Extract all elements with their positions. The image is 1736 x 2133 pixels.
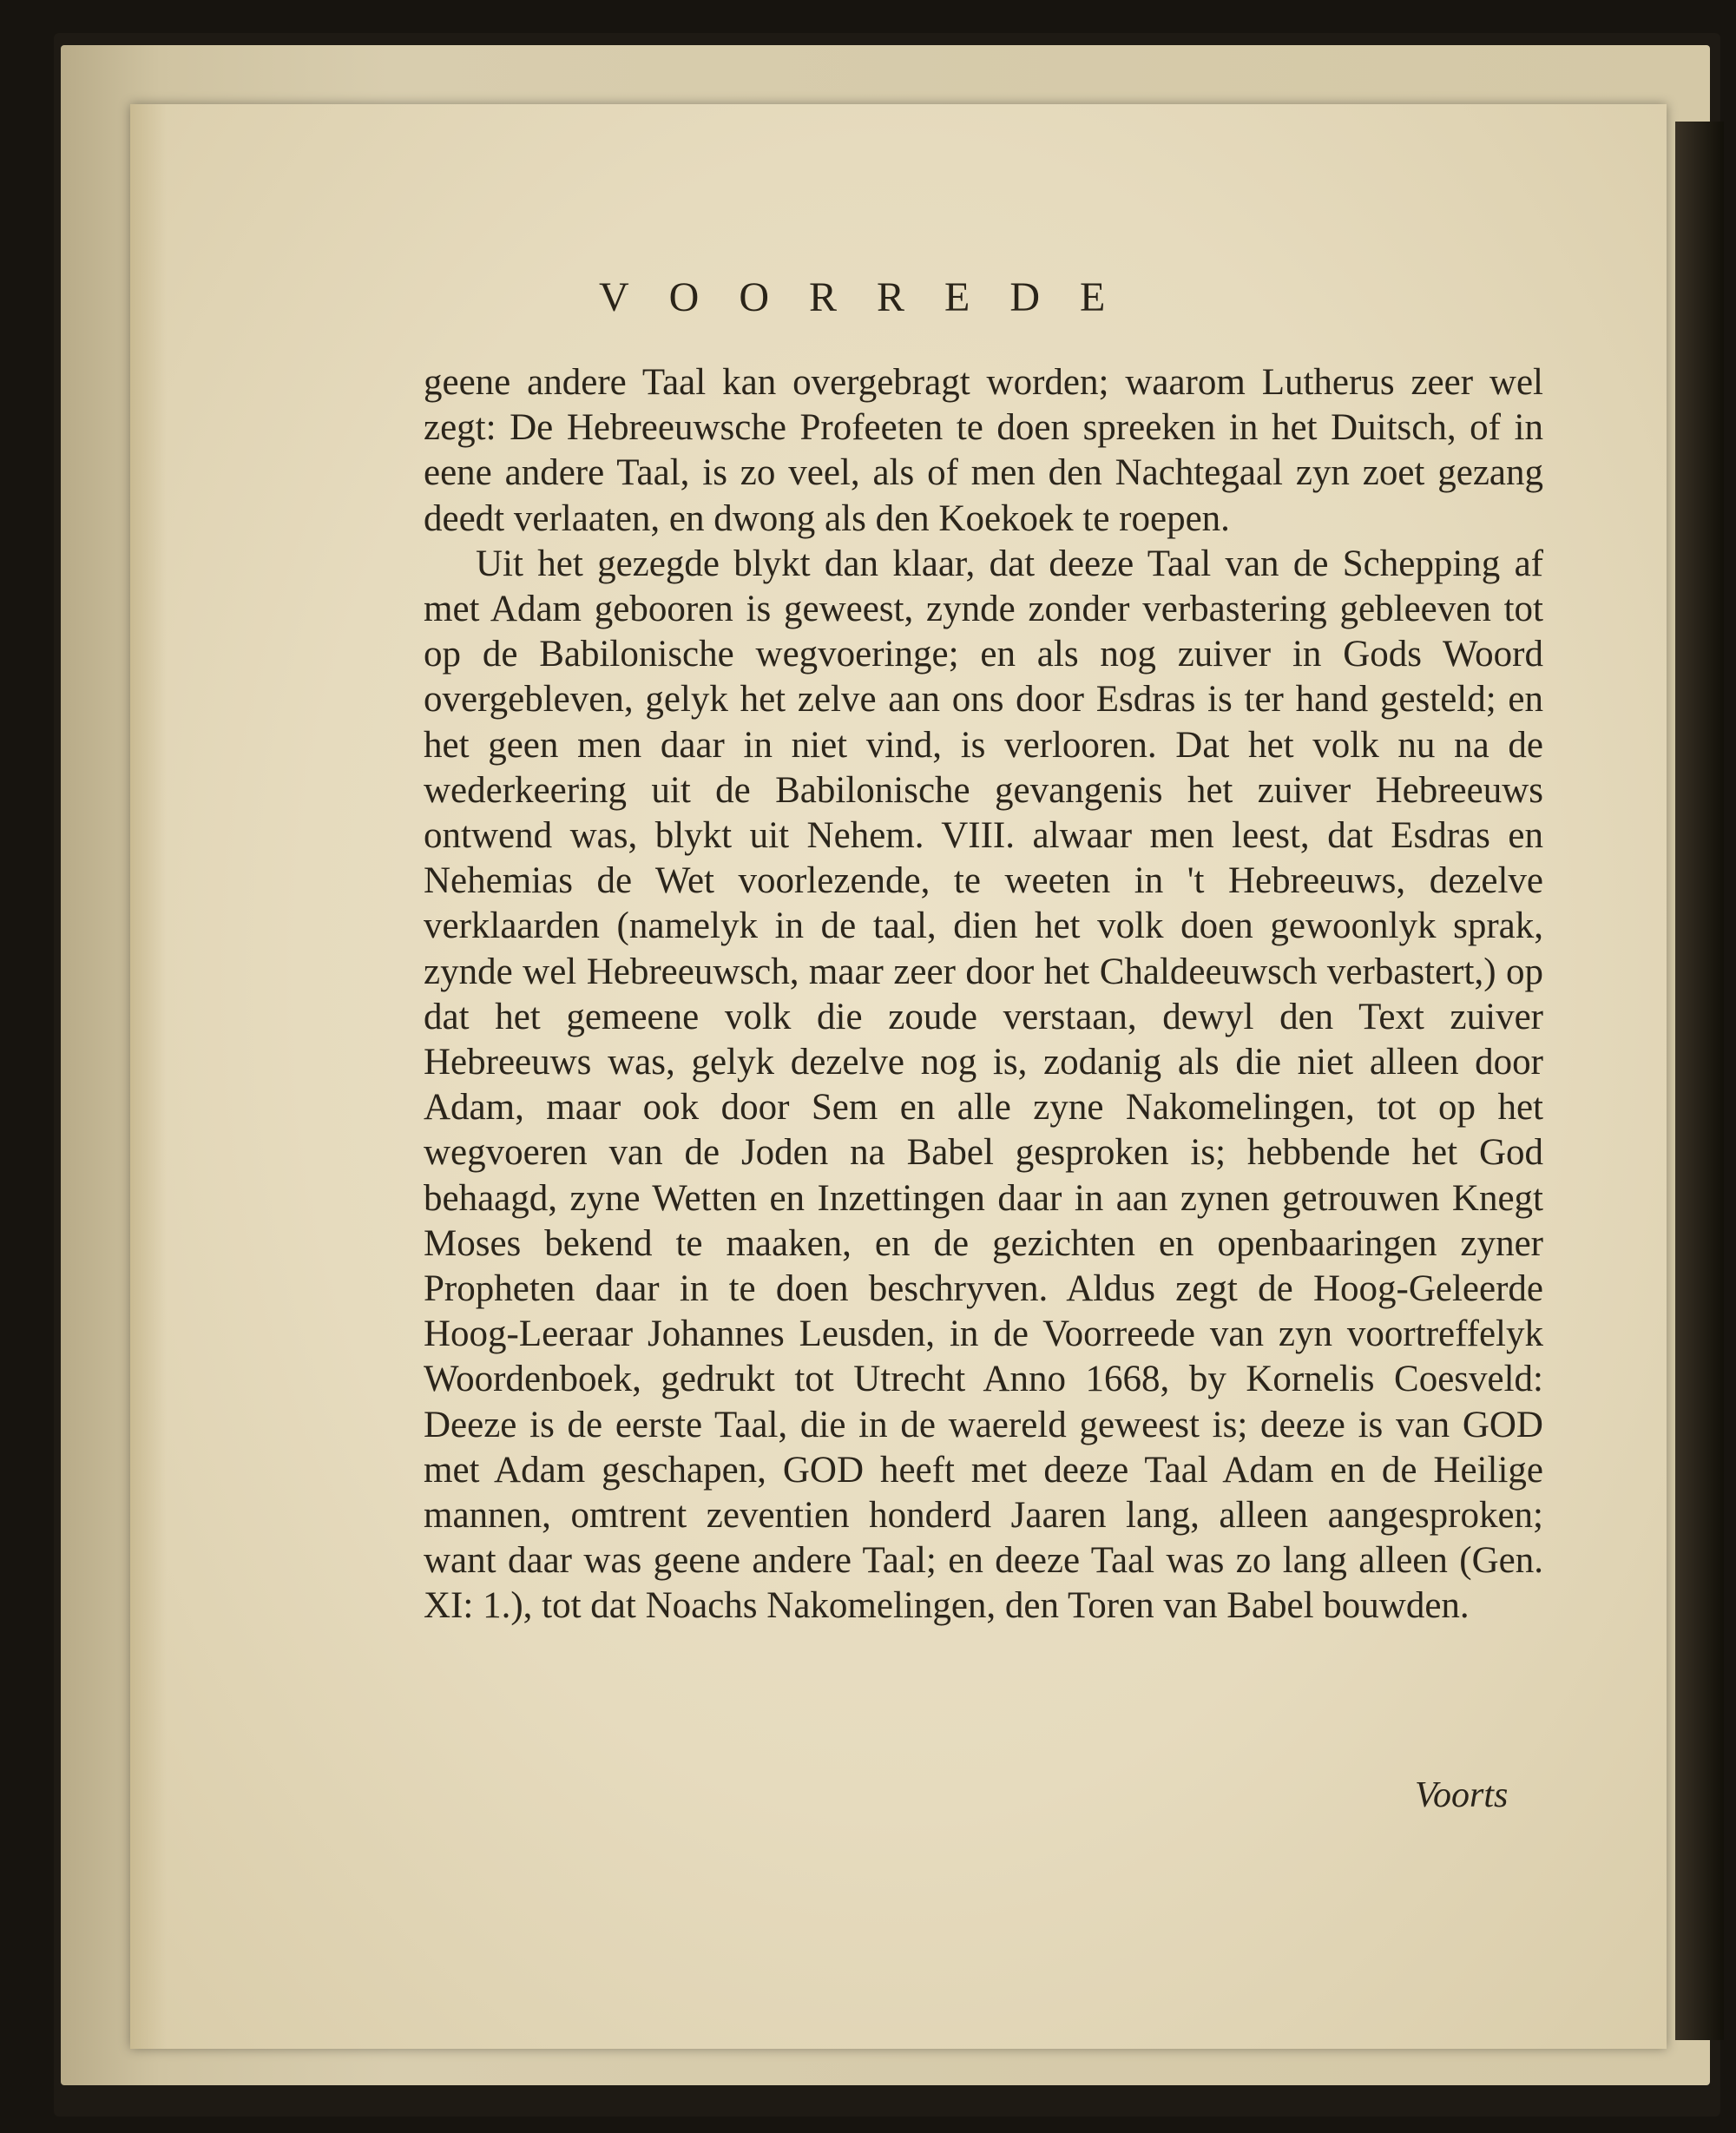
paragraph-1: geene andere Taal kan overgebragt worden; waarom Lutherus zeer wel zegt: De Hebreeuwsche Profeeten te doen spreeken in het Duitsch, of in eene andere Taal, is zo veel, als of men den Nachtegaal zyn zoet gezang deedt verlaaten, en dwong als den Koekoek te roepen. (424, 362, 1543, 539)
body-text (424, 360, 1543, 1629)
book-gutter (1675, 122, 1724, 2040)
running-head: VOORREDE (599, 274, 1146, 320)
catchword: Voorts (1415, 1775, 1509, 1815)
paragraph-2: Uit het gezegde blykt dan klaar, dat deeze Taal van de Schepping af met Adam gebooren is geweest, zynde zonder verbastering gebleeven tot op de Babilonische wegvoeringe; en als nog zuiver in Gods Woord overgebleven, gelyk het zelve aan ons door Esdras is ter hand gesteld; en het geen men daar in niet vind, is verlooren. Dat het volk nu na de wederkeering uit de Babilonische gevangenis het zuiver Hebreeuws ontwend was, blykt uit Nehem. VIII. alwaar men leest, dat Esdras en Nehemias de Wet voorlezende, te weeten in 't Hebreeuws, dezelve verklaarden (namelyk in de taal, dien het volk doen gewoonlyk sprak, zynde wel Hebreeuwsch, maar zeer door het Chaldeeuwsch verbastert,) op dat het gemeene volk die zoude verstaan, dewyl den Text zuiver Hebreeuws was, gelyk dezelve nog is, zodanig als die niet alleen door Adam, maar ook door Sem en alle zyne Nakomelingen, tot op het wegvoeren van de Joden na Babel gesproken is; hebbende het God behaagd, zyne Wetten en Inzettingen daar in aan zynen getrouwen Knegt Moses bekend te maaken, en de gezichten en openbaaringen zyner Propheten daar in te doen beschryven. Aldus zegt de Hoog-Geleerde Hoog-Leeraar Johannes Leusden, in de Voorreede van zyn voortreffelyk Woordenboek, gedrukt tot Utrecht Anno 1668, by Kornelis Coesveld: Deeze is de eerste Taal, die in de waereld geweest is; deeze is van GOD met Adam geschapen, GOD heeft met deeze Taal Adam en de Heilige mannen, omtrent zeventien honderd Jaaren lang, alleen aangesproken; want daar was geene andere Taal; en deeze Taal was zo lang alleen (Gen. XI: 1.), tot dat Noachs Nakomelingen, den Toren van Babel bouwden. (424, 543, 1543, 1627)
